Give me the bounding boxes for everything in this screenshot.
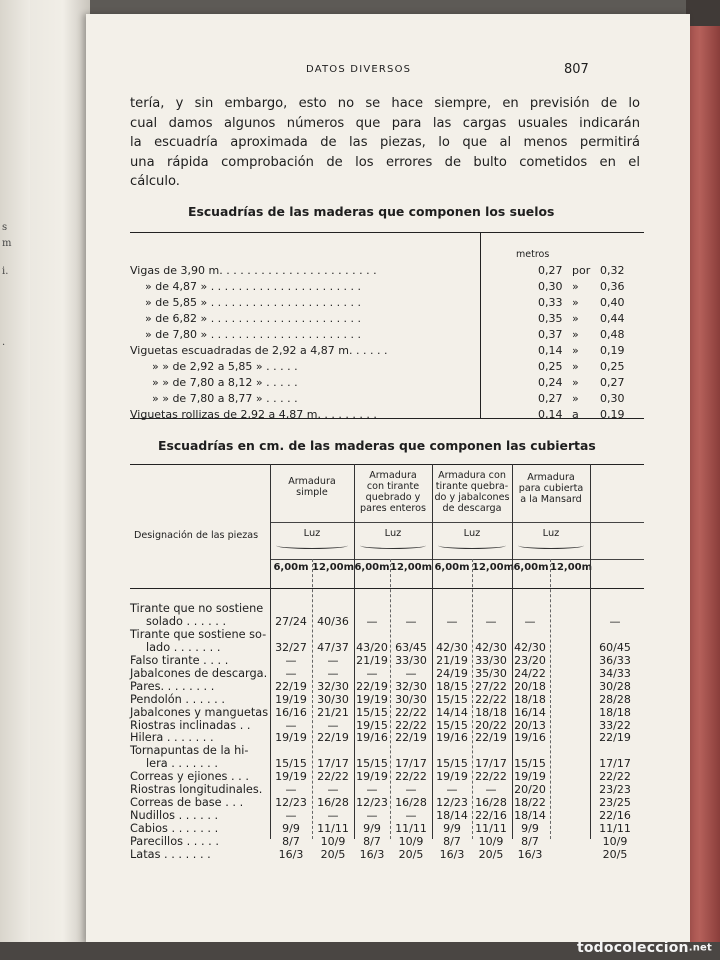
row-label: Vigas de 3,90 m. . . . . . . . . . . . . . . . . . . . . . . bbox=[130, 264, 377, 277]
group-header-line: pares enteros bbox=[360, 503, 426, 514]
table-cell: 22/22 bbox=[599, 770, 631, 784]
value-connector: » bbox=[572, 296, 579, 309]
value-connector: » bbox=[572, 280, 579, 293]
group-header bbox=[354, 470, 432, 514]
table-cell: 30/30 bbox=[395, 692, 427, 706]
table2-sub-rule bbox=[130, 588, 644, 589]
value-connector: por bbox=[572, 264, 591, 277]
table-cell: 22/19 bbox=[356, 679, 388, 693]
table-cell: — bbox=[285, 718, 297, 732]
span-dimension: 12,00m bbox=[472, 562, 515, 573]
row-label: lera . . . . . . . bbox=[146, 757, 218, 771]
row-label: Cabios . . . . . . . bbox=[130, 821, 219, 835]
value-min: 0,14 bbox=[538, 408, 563, 421]
table-cell: 11/11 bbox=[395, 821, 427, 835]
table-cell: 30/28 bbox=[599, 679, 631, 693]
table-cell: 10/9 bbox=[478, 834, 504, 848]
subcolumn-rule bbox=[550, 559, 551, 839]
row-label: Tirante que no sostiene bbox=[130, 602, 264, 615]
table-cell: 16/28 bbox=[475, 796, 507, 810]
row-label: Riostras longitudinales. bbox=[130, 783, 263, 797]
table-cell: 8/7 bbox=[363, 834, 381, 848]
table-cell: 20/5 bbox=[602, 847, 628, 861]
table-cell: — bbox=[327, 783, 339, 797]
page-number: 807 bbox=[564, 62, 589, 77]
table-cell: 17/17 bbox=[317, 757, 349, 771]
table-cell: 24/19 bbox=[436, 666, 468, 680]
group-header bbox=[432, 470, 512, 514]
span-dimension: 12,00m bbox=[312, 562, 355, 573]
group-header-line: quebrado y bbox=[365, 492, 421, 503]
value-max: 0,36 bbox=[600, 280, 625, 293]
table-cell: 18/14 bbox=[436, 809, 468, 822]
group-header bbox=[270, 476, 354, 498]
span-dimension: 12,00m bbox=[550, 562, 593, 573]
table-cell: 22/19 bbox=[599, 731, 631, 745]
table-cell: 42/30 bbox=[475, 641, 507, 654]
table-cell: 23/20 bbox=[514, 654, 546, 667]
group-header-line: Armadura bbox=[369, 470, 417, 481]
table-cell: 10/9 bbox=[398, 834, 424, 848]
group-header-line: tirante quebra- bbox=[435, 481, 509, 492]
table-cell: — bbox=[327, 666, 339, 680]
table-cell: 19/19 bbox=[514, 770, 546, 784]
table-cell: 21/21 bbox=[317, 705, 349, 719]
row-label: Riostras inclinadas . . bbox=[130, 718, 251, 732]
table-cell: 19/16 bbox=[514, 731, 546, 745]
value-min: 0,30 bbox=[538, 280, 563, 293]
designation-header: Designación de las piezas bbox=[134, 530, 259, 541]
table-cell: — bbox=[366, 666, 378, 680]
group-header-line: simple bbox=[296, 487, 328, 498]
table-cell: 22/19 bbox=[317, 731, 349, 745]
value-min: 0,33 bbox=[538, 296, 563, 309]
table-cell: 17/17 bbox=[395, 757, 427, 771]
table-cell: 9/9 bbox=[521, 821, 539, 835]
table-cell: 22/22 bbox=[475, 770, 507, 784]
table-cell: 18/14 bbox=[514, 809, 546, 822]
table-cell: 19/15 bbox=[356, 718, 388, 732]
span-dimension: 12,00m bbox=[390, 562, 433, 573]
table-cell: 63/45 bbox=[395, 641, 427, 654]
row-label: » de 5,85 » . . . . . . . . . . . . . . . . . . . . . . bbox=[145, 296, 362, 309]
span-label: Luz bbox=[384, 528, 402, 539]
value-connector: » bbox=[572, 328, 579, 341]
table-cell: 17/17 bbox=[475, 757, 507, 771]
table-cell: 22/22 bbox=[317, 770, 349, 784]
table-cell: 10/9 bbox=[602, 834, 628, 848]
table-cell: 19/19 bbox=[436, 770, 468, 784]
group-header-line: Armadura con bbox=[438, 470, 506, 481]
table-cell: — bbox=[609, 615, 621, 628]
table-cell: 20/22 bbox=[475, 718, 507, 732]
table-cell: 9/9 bbox=[363, 821, 381, 835]
table-cell: 16/3 bbox=[517, 847, 543, 861]
table-cell: 19/19 bbox=[275, 770, 307, 784]
table-cell: 15/15 bbox=[356, 705, 388, 719]
table-cell: 36/33 bbox=[599, 654, 631, 667]
row-label: Latas . . . . . . . bbox=[130, 847, 211, 861]
value-connector: » bbox=[572, 376, 579, 389]
table-cell: 22/22 bbox=[395, 705, 427, 719]
table-cell: 27/22 bbox=[475, 679, 507, 693]
book-cover-red bbox=[686, 0, 720, 960]
table-cell: 17/17 bbox=[599, 757, 631, 771]
row-label: solado . . . . . . bbox=[146, 615, 227, 628]
table-cell: 16/3 bbox=[439, 847, 465, 861]
table-cell: 34/33 bbox=[599, 666, 631, 680]
row-label: Pares. . . . . . . . bbox=[130, 679, 215, 693]
table-cell: 35/30 bbox=[475, 666, 507, 680]
table-cell: 20/5 bbox=[478, 847, 504, 861]
table-cell: — bbox=[446, 783, 458, 797]
adjacent-page-fragment: i. bbox=[2, 266, 9, 277]
table-cell: 22/19 bbox=[395, 731, 427, 745]
table-cell: — bbox=[405, 615, 417, 628]
table-cell: 33/30 bbox=[395, 654, 427, 667]
table-cell: — bbox=[327, 654, 339, 667]
table2-top-rule bbox=[130, 464, 644, 465]
table2-header-rule bbox=[270, 522, 644, 523]
table-cell: 30/30 bbox=[317, 692, 349, 706]
value-min: 0,27 bbox=[538, 392, 563, 405]
value-max: 0,44 bbox=[600, 312, 625, 325]
table-cell: 22/19 bbox=[475, 731, 507, 745]
value-connector: a bbox=[572, 408, 579, 421]
row-label: Pendolón . . . . . . bbox=[130, 692, 225, 706]
table-cell: — bbox=[405, 809, 417, 822]
span-brace bbox=[518, 542, 584, 549]
row-label: Parecillos . . . . . bbox=[130, 834, 219, 848]
table-cell: 12/23 bbox=[356, 796, 388, 810]
table-cell: 24/22 bbox=[514, 666, 546, 680]
value-max: 0,32 bbox=[600, 264, 625, 277]
value-min: 0,25 bbox=[538, 360, 563, 373]
table-cell: 42/30 bbox=[436, 641, 468, 654]
table-cell: 8/7 bbox=[282, 834, 300, 848]
table1-column-rule bbox=[480, 232, 481, 418]
table-cell: 20/5 bbox=[320, 847, 346, 861]
group-header-line: Armadura bbox=[288, 476, 336, 487]
table1-bottom-rule bbox=[130, 418, 644, 419]
table-cell: 19/16 bbox=[436, 731, 468, 745]
book-page bbox=[86, 14, 690, 944]
table-cell: 9/9 bbox=[282, 821, 300, 835]
background-dark-top bbox=[686, 0, 720, 26]
table-cell: 18/18 bbox=[514, 692, 546, 706]
span-dimension: 6,00m bbox=[354, 562, 390, 573]
span-brace bbox=[276, 542, 348, 549]
table-cell: — bbox=[485, 615, 497, 628]
table-cell: 20/20 bbox=[514, 783, 546, 797]
paragraph-line: cual damos algunos números que para las cargas usuales indicarán bbox=[130, 115, 640, 131]
row-label: lado . . . . . . . bbox=[146, 641, 221, 654]
table-cell: — bbox=[446, 615, 458, 628]
row-label: » de 6,82 » . . . . . . . . . . . . . . . . . . . . . . bbox=[145, 312, 362, 325]
table-cell: 11/11 bbox=[599, 821, 631, 835]
table-cell: 32/27 bbox=[275, 641, 307, 654]
table-cell: 22/16 bbox=[599, 809, 631, 822]
table-cell: — bbox=[366, 783, 378, 797]
row-label: Jabalcones y manguetas bbox=[130, 705, 269, 719]
value-min: 0,37 bbox=[538, 328, 563, 341]
span-label: Luz bbox=[303, 528, 321, 539]
table-cell: — bbox=[366, 809, 378, 822]
adjacent-page-fragment: · bbox=[2, 340, 6, 351]
row-label: » » de 2,92 a 5,85 » . . . . . bbox=[152, 360, 298, 373]
table-cell: 14/14 bbox=[436, 705, 468, 719]
table-cell: 23/23 bbox=[599, 783, 631, 797]
table-cell: 22/22 bbox=[395, 770, 427, 784]
group-header-line: para cubierta bbox=[518, 483, 584, 494]
table-cell: 22/22 bbox=[395, 718, 427, 732]
table-cell: 19/16 bbox=[356, 731, 388, 745]
row-label: Hilera . . . . . . . bbox=[130, 731, 214, 745]
table-cell: 15/15 bbox=[436, 692, 468, 706]
watermark: todocoleccion.net bbox=[576, 940, 712, 956]
paragraph-line: cálculo. bbox=[130, 174, 180, 190]
paragraph-line: una rápida comprobación de los errores de bulto cometidos en el bbox=[130, 154, 640, 170]
table-cell: 10/9 bbox=[320, 834, 346, 848]
adjacent-page-fragment: s bbox=[2, 222, 8, 233]
table-cell: 32/30 bbox=[317, 679, 349, 693]
table-cell: 16/16 bbox=[275, 705, 307, 719]
span-dimension: 6,00m bbox=[434, 562, 470, 573]
table-cell: 28/28 bbox=[599, 692, 631, 706]
table-cell: 15/15 bbox=[275, 757, 307, 771]
table-cell: 11/11 bbox=[475, 821, 507, 835]
span-brace bbox=[438, 542, 506, 549]
row-label: Nudillos . . . . . . bbox=[130, 809, 219, 822]
table-cell: 16/3 bbox=[278, 847, 304, 861]
table-cell: 18/15 bbox=[436, 679, 468, 693]
span-label: Luz bbox=[463, 528, 481, 539]
span-brace bbox=[360, 542, 426, 549]
table-cell: 33/22 bbox=[599, 718, 631, 732]
value-min: 0,27 bbox=[538, 264, 563, 277]
table-cell: — bbox=[285, 654, 297, 667]
table-cell: 16/3 bbox=[359, 847, 385, 861]
intro-paragraph bbox=[130, 94, 640, 192]
table-cell: 18/18 bbox=[475, 705, 507, 719]
table-cell: 23/25 bbox=[599, 796, 631, 810]
table-cell: 19/19 bbox=[275, 731, 307, 745]
table-cell: 18/18 bbox=[599, 705, 631, 719]
table-cell: 42/30 bbox=[514, 641, 546, 654]
group-header-line: do y jabalcones bbox=[434, 492, 510, 503]
row-label: Viguetas escuadradas de 2,92 a 4,87 m. . . . . . bbox=[130, 344, 388, 357]
table2-header-rule-2 bbox=[270, 559, 644, 560]
table-cell: — bbox=[285, 666, 297, 680]
table1-unit: metros bbox=[516, 249, 550, 260]
table2-title: Escuadrías en cm. de las maderas que componen las cubiertas bbox=[158, 438, 596, 453]
table1-title: Escuadrías de las maderas que componen los suelos bbox=[188, 204, 555, 219]
table-cell: 43/20 bbox=[356, 641, 388, 654]
value-connector: » bbox=[572, 312, 579, 325]
group-header bbox=[512, 472, 590, 505]
table-cell: 12/23 bbox=[436, 796, 468, 810]
row-label: Falso tirante . . . . bbox=[130, 654, 229, 667]
table-cell: — bbox=[327, 809, 339, 822]
table-cell: — bbox=[405, 783, 417, 797]
value-max: 0,19 bbox=[600, 408, 625, 421]
book-edge-left bbox=[0, 0, 30, 960]
paragraph-line: la escuadría aproximada de las piezas, lo que al menos permitirá bbox=[130, 135, 640, 151]
span-dimension: 6,00m bbox=[513, 562, 549, 573]
table-cell: 15/15 bbox=[436, 757, 468, 771]
table-cell: 16/14 bbox=[514, 705, 546, 719]
table-cell: 20/13 bbox=[514, 718, 546, 732]
table-cell: 19/19 bbox=[356, 770, 388, 784]
table-cell: — bbox=[405, 666, 417, 680]
value-min: 0,14 bbox=[538, 344, 563, 357]
table-cell: 60/45 bbox=[599, 641, 631, 654]
table-cell: 8/7 bbox=[521, 834, 539, 848]
group-header-line: a la Mansard bbox=[520, 494, 582, 505]
group-header-line: con tirante bbox=[366, 481, 420, 492]
table-cell: 11/11 bbox=[317, 821, 349, 835]
adjacent-page-fragment: m bbox=[2, 238, 12, 249]
row-label: » de 4,87 » . . . . . . . . . . . . . . . . . . . . . . bbox=[145, 280, 362, 293]
span-dimension: 6,00m bbox=[273, 562, 309, 573]
row-label: Jabalcones de descarga. bbox=[130, 666, 268, 680]
table-cell: 40/36 bbox=[317, 615, 349, 628]
value-max: 0,19 bbox=[600, 344, 625, 357]
group-header-line: de descarga bbox=[442, 503, 502, 514]
value-max: 0,30 bbox=[600, 392, 625, 405]
table-cell: — bbox=[366, 615, 378, 628]
table-cell: 47/37 bbox=[317, 641, 349, 654]
value-max: 0,25 bbox=[600, 360, 625, 373]
span-label: Luz bbox=[542, 528, 560, 539]
table-cell: — bbox=[285, 809, 297, 822]
table-cell: 22/16 bbox=[475, 809, 507, 822]
table-cell: 15/15 bbox=[514, 757, 546, 771]
group-header-line: Armadura bbox=[527, 472, 575, 483]
value-connector: » bbox=[572, 360, 579, 373]
table1-top-rule bbox=[130, 232, 644, 233]
row-label: » » de 7,80 a 8,77 » . . . . . bbox=[152, 392, 298, 405]
table-cell: 15/15 bbox=[436, 718, 468, 732]
value-max: 0,27 bbox=[600, 376, 625, 389]
value-max: 0,48 bbox=[600, 328, 625, 341]
table-cell: 32/30 bbox=[395, 679, 427, 693]
row-label: » » de 7,80 a 8,12 » . . . . . bbox=[152, 376, 298, 389]
table-cell: 33/30 bbox=[475, 654, 507, 667]
table-cell: 27/24 bbox=[275, 615, 307, 628]
table-cell: 21/19 bbox=[356, 654, 388, 667]
table-cell: 12/23 bbox=[275, 796, 307, 810]
value-connector: » bbox=[572, 344, 579, 357]
table-cell: — bbox=[524, 615, 536, 628]
row-label: Correas de base . . . bbox=[130, 796, 244, 810]
table-cell: 22/19 bbox=[275, 679, 307, 693]
table-cell: 15/15 bbox=[356, 757, 388, 771]
row-label: Tornapuntas de la hi- bbox=[130, 744, 249, 758]
row-label: Tirante que sostiene so- bbox=[130, 628, 267, 641]
table-cell: — bbox=[285, 783, 297, 797]
table-cell: 8/7 bbox=[443, 834, 461, 848]
table-cell: 18/22 bbox=[514, 796, 546, 810]
table-cell: — bbox=[327, 718, 339, 732]
table-cell: 16/28 bbox=[395, 796, 427, 810]
row-label: Viguetas rollizas de 2,92 a 4,87 m. . . . . . . . . bbox=[130, 408, 377, 421]
table-cell: 20/5 bbox=[398, 847, 424, 861]
value-min: 0,24 bbox=[538, 376, 563, 389]
value-min: 0,35 bbox=[538, 312, 563, 325]
table-cell: 21/19 bbox=[436, 654, 468, 667]
table-cell: 20/18 bbox=[514, 679, 546, 693]
value-connector: » bbox=[572, 392, 579, 405]
table-cell: 19/19 bbox=[275, 692, 307, 706]
table-cell: 16/28 bbox=[317, 796, 349, 810]
row-label: » de 7,80 » . . . . . . . . . . . . . . . . . . . . . . bbox=[145, 328, 362, 341]
table-cell: — bbox=[485, 783, 497, 797]
table-cell: 19/19 bbox=[356, 692, 388, 706]
table-cell: 22/22 bbox=[475, 692, 507, 706]
running-head: DATOS DIVERSOS bbox=[306, 64, 412, 75]
table-cell: 9/9 bbox=[443, 821, 461, 835]
value-max: 0,40 bbox=[600, 296, 625, 309]
paragraph-line: tería, y sin embargo, esto no se hace siempre, en previsión de lo bbox=[130, 96, 640, 111]
row-label: Correas y ejiones . . . bbox=[130, 770, 249, 784]
